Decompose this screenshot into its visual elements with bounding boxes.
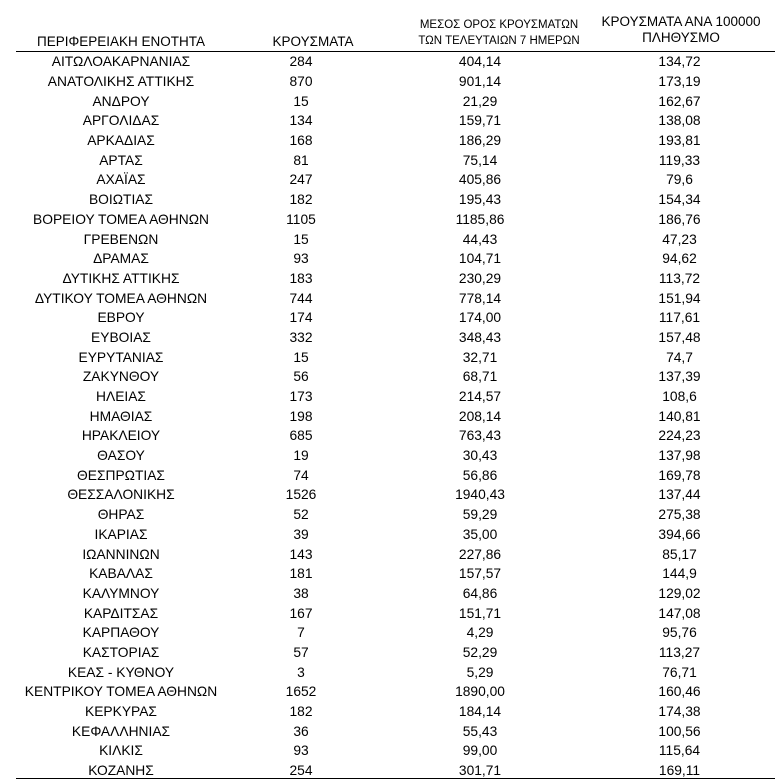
cases-cell: 1526 <box>285 487 317 503</box>
region-cell: ΙΩΑΝΝΙΝΩΝ <box>82 546 160 562</box>
region-cell: ΚΟΖΑΝΗΣ <box>88 763 154 779</box>
table-row <box>16 131 775 151</box>
cases-per-100k-cell: 140,81 <box>658 408 701 424</box>
header-cases-per-100k-line1: ΚΡΟΥΣΜΑΤΑ ΑΝΑ 100000 <box>601 14 761 29</box>
table-row <box>16 347 775 367</box>
cases-cell: 15 <box>293 93 309 109</box>
table-row <box>16 603 775 623</box>
weekly-average-cell: 208,14 <box>458 408 502 424</box>
table-row <box>16 505 775 525</box>
header-weekly-average-line2: ΤΩΝ ΤΕΛΕΥΤΑΙΩΝ 7 ΗΜΕΡΩΝ <box>418 35 580 47</box>
cases-cell: 183 <box>289 270 313 286</box>
region-cell: ΗΡΑΚΛΕΙΟΥ <box>81 428 161 444</box>
region-cell: ΚΑΛΥΜΝΟΥ <box>82 585 160 601</box>
cases-cell: 19 <box>293 448 309 464</box>
table-row <box>16 170 775 190</box>
region-cell: ΚΕΝΤΡΙΚΟΥ ΤΟΜΕΑ ΑΘΗΝΩΝ <box>24 684 218 700</box>
cases-cell: 56 <box>293 369 309 385</box>
cases-per-100k-cell: 108,6 <box>662 389 697 405</box>
cases-cell: 173 <box>289 389 313 405</box>
region-cell: ΓΡΕΒΕΝΩΝ <box>83 231 159 247</box>
cases-per-100k-cell: 193,81 <box>658 133 701 149</box>
cases-per-100k-cell: 117,61 <box>658 310 701 326</box>
bottom-rule <box>16 778 775 779</box>
cases-cell: 74 <box>293 467 309 483</box>
weekly-average-cell: 186,29 <box>458 133 502 149</box>
region-cell: ΙΚΑΡΙΑΣ <box>94 526 148 542</box>
cases-cell: 284 <box>289 54 313 70</box>
cases-table-sheet <box>16 10 775 780</box>
table-row <box>16 406 775 426</box>
cases-per-100k-cell: 94,62 <box>662 251 697 267</box>
cases-cell: 167 <box>289 605 313 621</box>
cases-cell: 39 <box>293 526 309 542</box>
cases-cell: 168 <box>289 133 313 149</box>
table-row <box>16 702 775 722</box>
table-row <box>16 269 775 289</box>
weekly-average-cell: 195,43 <box>458 192 502 208</box>
cases-cell: 143 <box>289 546 313 562</box>
table-row <box>16 387 775 407</box>
cases-per-100k-cell: 74,7 <box>666 349 693 365</box>
table-row <box>16 328 775 348</box>
table-row <box>16 111 775 131</box>
cases-cell: 174 <box>289 310 313 326</box>
weekly-average-cell: 75,14 <box>462 152 498 168</box>
cases-per-100k-cell: 95,76 <box>662 625 697 641</box>
cases-cell: 254 <box>289 763 313 779</box>
table-row <box>16 446 775 466</box>
cases-cell: 93 <box>293 251 309 267</box>
cases-per-100k-cell: 173,19 <box>658 74 701 90</box>
cases-per-100k-cell: 134,72 <box>658 54 701 70</box>
cases-per-100k-cell: 151,94 <box>658 290 701 306</box>
cases-per-100k-cell: 147,08 <box>658 605 701 621</box>
region-cell: ΘΗΡΑΣ <box>97 507 145 523</box>
cases-per-100k-cell: 160,46 <box>658 684 701 700</box>
table-row <box>16 465 775 485</box>
weekly-average-cell: 44,43 <box>462 231 498 247</box>
cases-cell: 81 <box>293 152 309 168</box>
cases-per-100k-cell: 79,6 <box>666 172 693 188</box>
region-cell: ΑΡΚΑΔΙΑΣ <box>87 133 155 149</box>
region-cell: ΗΜΑΘΙΑΣ <box>89 408 153 424</box>
table-row <box>16 525 775 545</box>
cases-cell: 181 <box>289 566 313 582</box>
region-cell: ΒΟΙΩΤΙΑΣ <box>88 192 154 208</box>
weekly-average-cell: 159,71 <box>458 113 502 129</box>
region-cell: ΒΟΡΕΙΟΥ ΤΟΜΕΑ ΑΘΗΝΩΝ <box>33 211 209 227</box>
weekly-average-cell: 21,29 <box>462 93 498 109</box>
header-weekly-average-line1: ΜΕΣΟΣ ΟΡΟΣ ΚΡΟΥΣΜΑΤΩΝ <box>419 19 579 31</box>
cases-per-100k-cell: 224,23 <box>658 428 701 444</box>
table-row <box>16 662 775 682</box>
table-row <box>16 367 775 387</box>
cases-cell: 182 <box>289 704 313 720</box>
cases-per-100k-cell: 47,23 <box>662 231 697 247</box>
region-cell: ΚΑΡΔΙΤΣΑΣ <box>83 605 159 621</box>
table-row <box>16 564 775 584</box>
weekly-average-cell: 405,86 <box>458 172 502 188</box>
table-row <box>16 150 775 170</box>
cases-cell: 38 <box>293 585 309 601</box>
cases-table <box>16 52 775 780</box>
weekly-average-cell: 56,86 <box>462 467 498 483</box>
cases-cell: 7 <box>297 625 305 641</box>
weekly-average-cell: 5,29 <box>466 664 494 680</box>
weekly-average-cell: 32,71 <box>462 349 498 365</box>
cases-per-100k-cell: 138,08 <box>658 113 701 129</box>
cases-per-100k-cell: 137,39 <box>658 369 701 385</box>
cases-per-100k-cell: 174,38 <box>658 704 701 720</box>
cases-cell: 3 <box>297 664 305 680</box>
table-row <box>16 229 775 249</box>
weekly-average-cell: 214,57 <box>458 389 502 405</box>
weekly-average-cell: 104,71 <box>458 251 502 267</box>
cases-cell: 15 <box>293 231 309 247</box>
table-row <box>16 190 775 210</box>
cases-per-100k-cell: 169,11 <box>658 763 701 779</box>
cases-per-100k-cell: 115,64 <box>658 743 701 759</box>
cases-cell: 685 <box>289 428 313 444</box>
cases-cell: 247 <box>289 172 313 188</box>
region-cell: ΘΑΣΟΥ <box>97 448 145 464</box>
weekly-average-cell: 4,29 <box>466 625 494 641</box>
cases-per-100k-cell: 169,78 <box>658 467 701 483</box>
weekly-average-cell: 157,57 <box>458 566 502 582</box>
header-weekly-average <box>404 17 594 49</box>
cases-cell: 198 <box>289 408 313 424</box>
cases-cell: 57 <box>293 644 309 660</box>
weekly-average-cell: 30,43 <box>462 448 498 464</box>
header-cases: ΚΡΟΥΣΜΑΤΑ <box>272 34 354 49</box>
weekly-average-cell: 1185,86 <box>455 211 505 227</box>
weekly-average-cell: 64,86 <box>462 585 498 601</box>
region-cell: ΚΙΛΚΙΣ <box>99 743 143 759</box>
weekly-average-cell: 901,14 <box>458 74 502 90</box>
region-cell: ΚΕΑΣ - ΚΥΘΝΟΥ <box>67 664 175 680</box>
region-cell: ΔΡΑΜΑΣ <box>93 251 149 267</box>
cases-cell: 332 <box>289 329 313 345</box>
table-row <box>16 721 775 741</box>
table-row <box>16 288 775 308</box>
weekly-average-cell: 55,43 <box>462 723 498 739</box>
cases-cell: 52 <box>293 507 309 523</box>
weekly-average-cell: 184,14 <box>458 704 502 720</box>
table-row <box>16 682 775 702</box>
table-row <box>16 91 775 111</box>
table-row <box>16 249 775 269</box>
cases-per-100k-cell: 113,72 <box>658 270 701 286</box>
cases-cell: 15 <box>293 349 309 365</box>
cases-cell: 93 <box>293 743 309 759</box>
cases-per-100k-cell: 275,38 <box>658 507 701 523</box>
header-cases-per-100k <box>586 14 775 46</box>
cases-per-100k-cell: 76,71 <box>662 664 697 680</box>
weekly-average-cell: 778,14 <box>458 290 502 306</box>
weekly-average-cell: 763,43 <box>458 428 502 444</box>
region-cell: ΑΝΑΤΟΛΙΚΗΣ ΑΤΤΙΚΗΣ <box>47 74 195 90</box>
cases-cell: 36 <box>293 723 309 739</box>
table-row <box>16 544 775 564</box>
cases-cell: 134 <box>289 113 313 129</box>
cases-per-100k-cell: 157,48 <box>658 329 701 345</box>
table-row <box>16 308 775 328</box>
cases-per-100k-cell: 129,02 <box>658 585 701 601</box>
cases-per-100k-cell: 85,17 <box>662 546 697 562</box>
region-cell: ΚΑΣΤΟΡΙΑΣ <box>82 644 160 660</box>
cases-per-100k-cell: 137,44 <box>658 487 701 503</box>
region-cell: ΕΥΡΥΤΑΝΙΑΣ <box>78 349 164 365</box>
weekly-average-cell: 68,71 <box>462 369 498 385</box>
region-cell: ΑΡΓΟΛΙΔΑΣ <box>82 113 160 129</box>
cases-per-100k-cell: 119,33 <box>658 152 701 168</box>
cases-per-100k-cell: 162,67 <box>658 93 701 109</box>
region-cell: ΔΥΤΙΚΟΥ ΤΟΜΕΑ ΑΘΗΝΩΝ <box>34 290 208 306</box>
table-row <box>16 623 775 643</box>
weekly-average-cell: 59,29 <box>462 507 498 523</box>
region-cell: ΚΑΒΑΛΑΣ <box>89 566 153 582</box>
region-cell: ΘΕΣΣΑΛΟΝΙΚΗΣ <box>67 487 175 503</box>
table-row <box>16 52 775 72</box>
cases-per-100k-cell: 154,34 <box>658 192 701 208</box>
region-cell: ΖΑΚΥΝΘΟΥ <box>82 369 160 385</box>
cases-cell: 870 <box>289 74 313 90</box>
region-cell: ΑΝΔΡΟΥ <box>92 93 150 109</box>
table-row <box>16 485 775 505</box>
region-cell: ΕΒΡΟΥ <box>97 310 145 326</box>
region-cell: ΑΡΤΑΣ <box>99 152 143 168</box>
cases-cell: 744 <box>289 290 313 306</box>
weekly-average-cell: 1940,43 <box>455 487 505 503</box>
table-row <box>16 210 775 230</box>
weekly-average-cell: 230,29 <box>458 270 502 286</box>
weekly-average-cell: 99,00 <box>462 743 498 759</box>
header-region: ΠΕΡΙΦΕΡΕΙΑΚΗ ΕΝΟΤΗΤΑ <box>36 34 206 49</box>
weekly-average-cell: 404,14 <box>458 54 502 70</box>
weekly-average-cell: 348,43 <box>458 329 502 345</box>
cases-per-100k-cell: 144,9 <box>662 566 697 582</box>
region-cell: ΚΕΡΚΥΡΑΣ <box>85 704 157 720</box>
cases-per-100k-cell: 137,98 <box>658 448 701 464</box>
cases-cell: 1105 <box>286 211 316 227</box>
region-cell: ΚΑΡΠΑΘΟΥ <box>82 625 160 641</box>
cases-per-100k-cell: 100,56 <box>658 723 701 739</box>
region-cell: ΔΥΤΙΚΗΣ ΑΤΤΙΚΗΣ <box>62 270 180 286</box>
weekly-average-cell: 1890,00 <box>455 684 505 700</box>
region-cell: ΚΕΦΑΛΛΗΝΙΑΣ <box>71 723 171 739</box>
header-cases-per-100k-line2: ΠΛΗΘΥΣΜΟ <box>642 30 720 45</box>
weekly-average-cell: 151,71 <box>458 605 502 621</box>
region-cell: ΘΕΣΠΡΩΤΙΑΣ <box>77 467 165 483</box>
cases-per-100k-cell: 113,27 <box>658 644 701 660</box>
region-cell: ΑΙΤΩΛΟΑΚΑΡΝΑΝΙΑΣ <box>51 54 191 70</box>
table-body <box>16 52 775 780</box>
region-cell: ΗΛΕΙΑΣ <box>96 389 146 405</box>
region-cell: ΑΧΑΪΑΣ <box>96 172 146 188</box>
weekly-average-cell: 174,00 <box>458 310 502 326</box>
weekly-average-cell: 301,71 <box>458 763 502 779</box>
weekly-average-cell: 52,29 <box>462 644 498 660</box>
table-row <box>16 72 775 92</box>
table-row <box>16 426 775 446</box>
weekly-average-cell: 35,00 <box>462 526 498 542</box>
cases-per-100k-cell: 186,76 <box>658 211 701 227</box>
cases-per-100k-cell: 394,66 <box>658 526 701 542</box>
table-row <box>16 643 775 663</box>
table-row <box>16 584 775 604</box>
table-row <box>16 741 775 761</box>
weekly-average-cell: 227,86 <box>458 546 502 562</box>
cases-cell: 1652 <box>285 684 317 700</box>
region-cell: ΕΥΒΟΙΑΣ <box>91 329 151 345</box>
cases-cell: 182 <box>289 192 313 208</box>
table-header <box>16 10 775 52</box>
